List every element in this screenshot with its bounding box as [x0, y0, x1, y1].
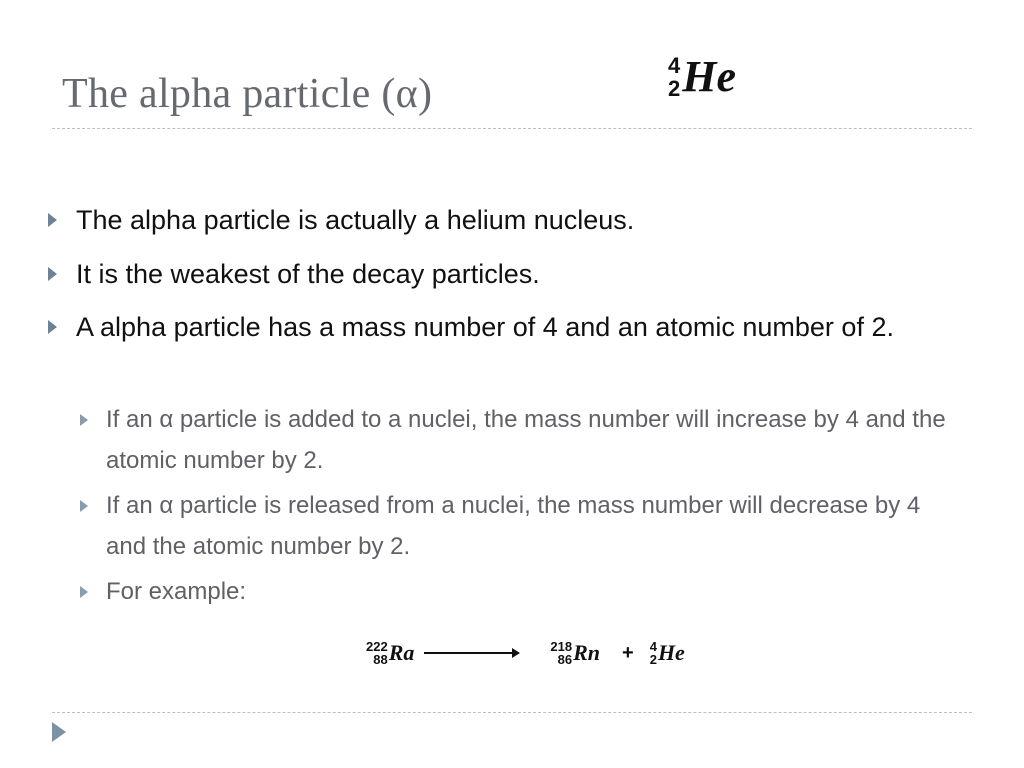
nuclide-numbers [366, 640, 388, 666]
mass-number: 4 [649, 639, 657, 654]
triangle-right-icon [80, 500, 88, 512]
page-title: The alpha particle (α) [62, 71, 433, 117]
radium-nuclide [366, 640, 414, 666]
reaction-arrow-icon [424, 645, 520, 661]
sub-bullet-text: If an α particle is released from a nuclei, the mass number will decrease by 4 and the atomic number by 2. [106, 492, 921, 560]
sub-bullet-item [106, 571, 986, 612]
bullet-text: A alpha particle has a mass number of 4 and an atomic number of 2. [76, 312, 894, 342]
element-symbol: Rn [573, 640, 601, 665]
atomic-number: 2 [668, 76, 681, 101]
triangle-right-icon [80, 414, 88, 426]
sub-bullet-item [106, 399, 986, 481]
play-arrow-icon[interactable] [52, 722, 66, 742]
atomic-number: 2 [649, 652, 657, 667]
triangle-right-icon [48, 213, 57, 227]
mass-number: 218 [550, 639, 573, 654]
element-symbol: Ra [388, 640, 415, 665]
title-divider [52, 128, 972, 129]
sub-bullet-text: If an α particle is added to a nuclei, the mass number will increase by 4 and the atomic number by 2. [106, 406, 946, 474]
bullet-item [76, 305, 936, 349]
helium-nuclide [650, 640, 685, 666]
triangle-right-icon [48, 320, 57, 334]
atomic-number: 88 [373, 652, 388, 667]
element-symbol: He [657, 640, 685, 665]
radon-nuclide [550, 640, 600, 666]
sub-bullet-text: For example: [106, 578, 247, 605]
mass-number: 4 [668, 53, 681, 78]
nuclide-numbers [650, 640, 657, 666]
footer-divider [52, 712, 972, 713]
plus-operator: + [622, 641, 634, 664]
helium-nuclide-symbol [668, 54, 736, 100]
triangle-right-icon [80, 586, 88, 598]
alpha-decay-equation [366, 640, 685, 666]
mass-number: 222 [366, 639, 388, 654]
sub-bullet-item [106, 485, 936, 567]
bullet-text: The alpha particle is actually a helium nucleus. [76, 205, 635, 235]
atomic-number: 86 [557, 652, 573, 667]
bullet-item [76, 198, 956, 242]
bullet-text: It is the weakest of the decay particles. [76, 259, 540, 289]
bullet-item [76, 252, 956, 296]
nuclide-numbers [668, 54, 680, 100]
triangle-right-icon [48, 267, 57, 281]
element-symbol: He [682, 52, 737, 101]
nuclide-numbers [550, 640, 572, 666]
